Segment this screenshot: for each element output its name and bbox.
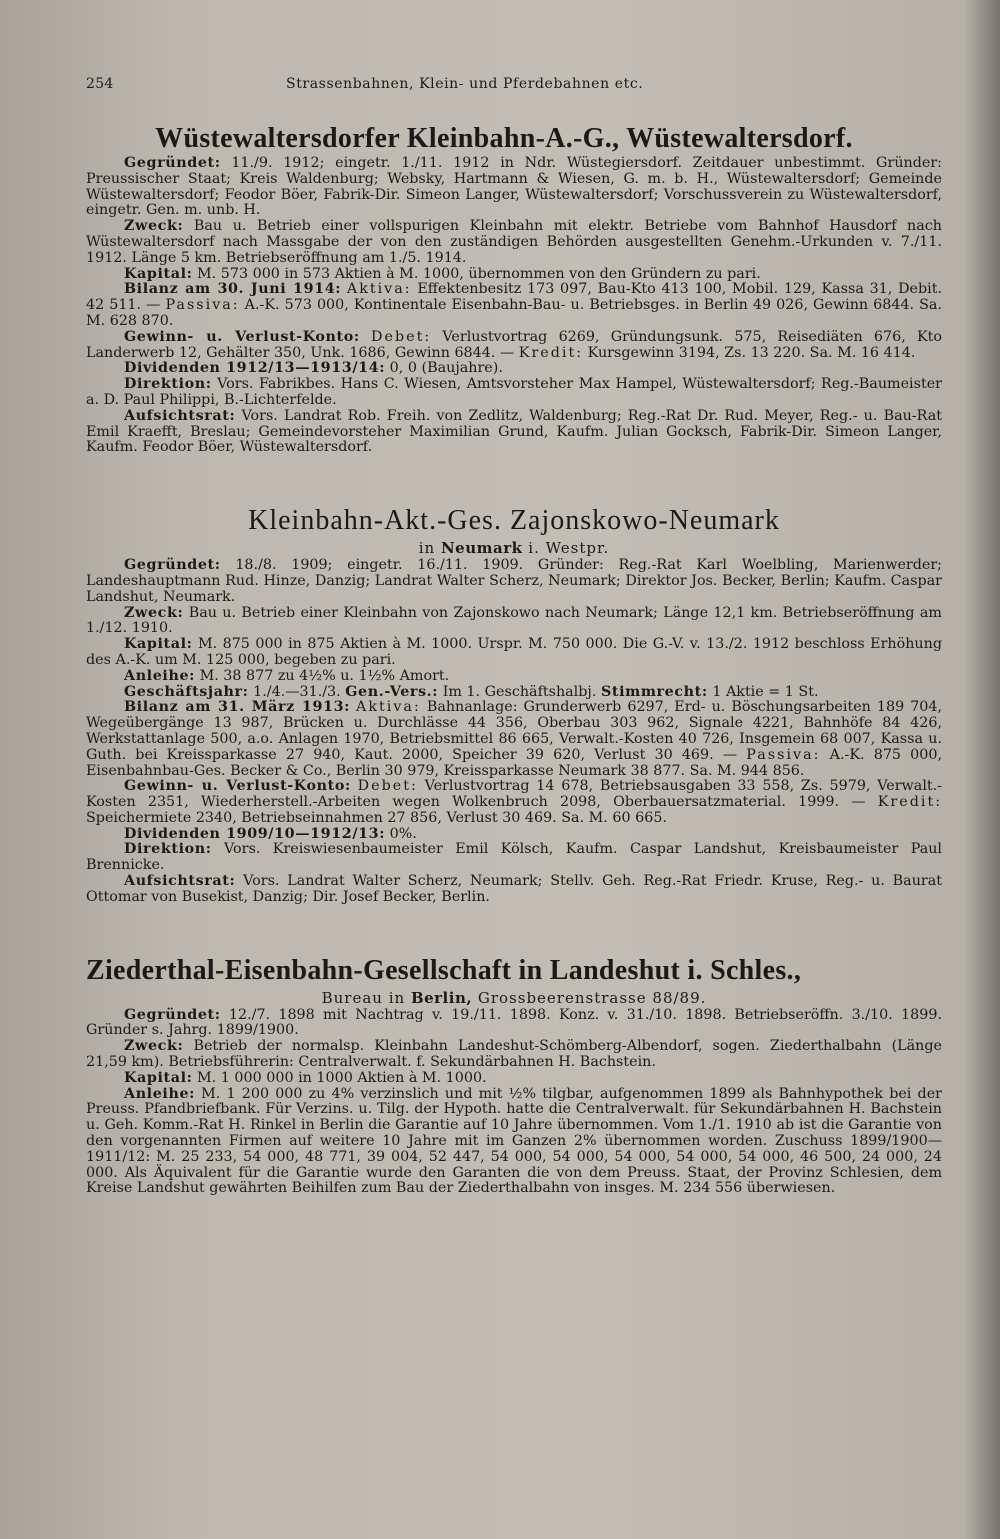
section-kapital xyxy=(86,637,942,669)
page-edge-shadow xyxy=(964,0,1000,1539)
debet-text: Verlustvortrag 14 678, Betriebsausgaben 33 558, Zs. 5979, Verwalt.-Kosten 2351, Wiederherstell.-Arbeiten wegen Wolkenbruch 2098, Oberbauersatzmaterial. 1999. — xyxy=(86,778,943,811)
section-direktion xyxy=(86,842,942,874)
page-header xyxy=(86,76,942,92)
section-text: 1./4.—31./3. xyxy=(253,683,341,700)
section-gegruendet xyxy=(86,558,942,605)
section-text: 18./8. 1909; eingetr. 16./11. 1909. Gründer: Reg.-Rat Karl Woelbling, Marienwerder; Landeshauptmann Rud. Hinze, Danzig; Landrat Walter Scherz, Neumark; Direktor Jos. Becker, Berlin; Kaufm. Caspar Landshut, Neumark. xyxy=(86,557,943,605)
section-gegruendet xyxy=(86,156,942,219)
section-text: Vors. Landrat Walter Scherz, Neumark; Stellv. Geh. Reg.-Rat Friedr. Kruse, Reg.- u. Baurat Ottomar von Busekist, Danzig; Dir. Josef Becker, Berlin. xyxy=(86,873,943,905)
section-anleihe xyxy=(86,669,942,685)
section-text: Bau u. Betrieb einer vollspurigen Kleinbahn mit elektr. Betriebe vom Bahnhof Hausdorf nach Wüstewaltersdorf nach Massgabe der von den zuständigen Behörden ausgestellten Genehm.-Urkunden v. 7./11. 1912. Länge 5 km. Betriebseröffnung am 1./5. 1914. xyxy=(86,218,943,266)
section-label: Gewinn- u. Verlust-Konto: xyxy=(124,778,351,795)
section-geschaeftsjahr xyxy=(86,685,942,701)
kredit-text: Speichermiete 2340, Betriebseinnahmen 27 856, Verlust 30 469. Sa. M. 60 665. xyxy=(86,809,667,826)
section-label: Gegründet: xyxy=(124,155,221,171)
section-label: Zweck: xyxy=(124,604,184,621)
subline-prefix: Bureau in xyxy=(321,988,406,1007)
subline-place: Berlin, xyxy=(410,988,473,1007)
section-label: Bilanz am 30. Juni 1914: xyxy=(124,281,342,298)
section-label: Dividenden 1912/13—1913/14: xyxy=(124,360,386,377)
kredit-text: Kursgewinn 3194, Zs. 13 220. Sa. M. 16 414. xyxy=(587,344,916,361)
section-text: M. 573 000 in 573 Aktien à M. 1000, übernommen von den Gründern zu pari. xyxy=(197,265,761,282)
entry-subline xyxy=(86,988,942,1008)
section-text: 0%. xyxy=(389,825,417,842)
section-text: 12./7. 1898 mit Nachtrag v. 19./11. 1898. Konz. v. 31./10. 1898. Betriebseröffn. 3./10. 1899. Gründer s. Jahrg. 1899/1900. xyxy=(86,1006,942,1039)
section-gewinn xyxy=(86,330,942,362)
section-direktion xyxy=(86,377,942,409)
debet-label: Debet: xyxy=(371,328,432,345)
entry-wuestewaltersdorf xyxy=(86,122,942,456)
section-text: M. 875 000 in 875 Aktien à M. 1000. Urspr. M. 750 000. Die G.-V. v. 13./2. 1912 beschloss Erhöhung des A.-K. um M. 125 000, begeben zu pari. xyxy=(86,636,942,668)
section-dividenden xyxy=(86,827,942,843)
section-dividenden xyxy=(86,361,942,377)
section-zweck xyxy=(86,606,942,638)
section-kapital xyxy=(86,267,942,283)
aktiva-label: Aktiva: xyxy=(356,699,421,716)
section-label: Direktion: xyxy=(124,376,212,393)
entry-title: Wüstewaltersdorfer Kleinbahn-A.-G., Wüstewaltersdorf. xyxy=(155,123,853,154)
section-label: Dividenden 1909/10—1912/13: xyxy=(124,825,386,842)
section-label: Zweck: xyxy=(124,218,184,235)
section-gewinn xyxy=(86,779,942,826)
section-label: Gegründet: xyxy=(124,1006,221,1023)
section-label: Direktion: xyxy=(124,841,212,858)
subline-place: Neumark xyxy=(440,539,523,558)
stimmrecht-text: 1 Aktie = 1 St. xyxy=(712,683,819,700)
section-label: Kapital: xyxy=(124,636,193,653)
passiva-label: Passiva: xyxy=(165,297,240,314)
aktiva-text: Bahnanlage: Grunderwerb 6297, Erd- u. Böschungsarbeiten 189 704, Wegeübergänge 13 987, Brücken u. Durchlässe 44 356, Oberbau 303 962, Signale 4221, Bahnhöfe 84 426, Werkstattanlage 500, a.o. Anlagen 1970, Betriebsmittel 86 665, Verwalt.-Kosten 40 726, Insgemein 68 007, Kassa u. Guth. bei Kreissparkasse 27 940, Kaut. 2000, Speicher 39 620, Verlust 30 469. — xyxy=(86,699,943,763)
section-text: M. 1 200 000 zu 4% verzinslich und mit ½% tilgbar, aufgenommen 1899 als Bahnhypothek bei der Preuss. Pfandbriefbank. Für Verzins. u. Tilg. der Hypoth. hatte die Centralverwalt. für Sekundärbahnen H. Bachstein u. Geh. Komm.-Rat H. Rinkel in Berlin die Garantie auf 10 Jahre übernommen. Vom 1./1. 1910 ab ist die Garantie von den vorgenannten Firmen auf weitere 10 Jahre mit im Ganzen 2% übernommen worden. Zuschuss 1899/1900—1911/12: M. 25 233, 54 000, 48 771, 39 004, 52 447, 54 000, 54 000, 54 000, 54 000, 54 000, 46 500, 24 000, 24 000. Als Äquivalent für die Garantie wurde den Garanten die von dem Preuss. Staat, der Provinz Schlesien, dem Kreise Landshut gewährten Beihilfen zum Bau der Ziederthalbahn von insges. M. 234 556 überwiesen. xyxy=(86,1085,942,1197)
passiva-text: A.-K. 875 000, Eisenbahnbau-Ges. Becker & Co., Berlin 30 979, Kreissparkasse Neumark 38 877. Sa. M. 944 856. xyxy=(86,746,943,779)
kredit-label: Kredit: xyxy=(877,794,943,811)
section-text: 0, 0 (Baujahre). xyxy=(389,360,503,377)
entry-zajonskowo-neumark xyxy=(86,504,942,906)
section-text: M. 38 877 zu 4½% u. 1½% Amort. xyxy=(199,667,450,684)
section-anleihe xyxy=(86,1087,942,1198)
genvers-label: Gen.-Vers.: xyxy=(345,683,439,700)
passiva-text: A.-K. 573 000, Kontinentale Eisenbahn-Bau- u. Betriebsges. in Berlin 49 026, Gewinn 6844. Sa. M. 628 870. xyxy=(86,297,943,329)
section-text: Bau u. Betrieb einer Kleinbahn von Zajonskowo nach Neumark; Länge 12,1 km. Betriebseröffnung am 1./12. 1910. xyxy=(86,604,942,637)
aktiva-text: Effektenbesitz 173 097, Bau-Kto 413 100, Mobil. 129, Kassa 31, Debit. 42 511. — xyxy=(86,281,943,314)
section-text: Betrieb der normalsp. Kleinbahn Landeshut-Schömberg-Albendorf, sogen. Ziederthalbahn (Länge 21,59 km). Betriebsführerin: Centralverwalt. f. Sekundärbahnen H. Bachstein. xyxy=(86,1038,942,1071)
section-label: Zweck: xyxy=(124,1038,184,1055)
section-text: Vors. Kreiswiesenbaumeister Emil Kölsch, Kaufm. Caspar Landshut, Kreisbaumeister Paul Brennicke. xyxy=(86,841,942,874)
section-label: Anleihe: xyxy=(124,667,196,684)
section-label: Bilanz am 31. März 1913: xyxy=(124,699,351,716)
subline-prefix: in xyxy=(418,539,436,558)
genvers-text: Im 1. Geschäftshalbj. xyxy=(442,683,597,700)
section-label: Geschäftsjahr: xyxy=(124,683,249,700)
kredit-label: Kredit: xyxy=(518,344,584,361)
debet-label: Debet: xyxy=(357,778,418,795)
section-bilanz xyxy=(86,282,942,329)
entry-title: Kleinbahn-Akt.-Ges. Zajonskowo-Neumark xyxy=(248,505,780,537)
entry-ziederthal xyxy=(86,954,942,1198)
section-text: M. 1 000 000 in 1000 Aktien à M. 1000. xyxy=(197,1069,487,1086)
section-bilanz xyxy=(86,700,942,779)
passiva-label: Passiva: xyxy=(746,746,821,763)
stimmrecht-label: Stimmrecht: xyxy=(600,683,708,700)
section-aufsichtsrat xyxy=(86,409,942,456)
subline-suffix: Grossbeerenstrasse 88/89. xyxy=(477,988,707,1007)
section-text: Vors. Fabrikbes. Hans C. Wiesen, Amtsvorsteher Max Hampel, Wüstewaltersdorf; Reg.-Baumeister a. D. Paul Philippi, B.-Lichterfelde. xyxy=(86,376,943,408)
entry-title: Ziederthal-Eisenbahn-Gesellschaft in Landeshut i. Schles., xyxy=(86,954,802,986)
section-gegruendet xyxy=(86,1008,942,1040)
section-aufsichtsrat xyxy=(86,874,942,906)
section-text: 11./9. 1912; eingetr. 1./11. 1912 in Ndr. Wüstegiersdorf. Zeitdauer unbestimmt. Gründer: Preussischer Staat; Kreis Waldenburg; Websky, Hartmann & Wiesen, G. m. b. H., Wüstewaltersdorf; Gemeinde Wüstewaltersdorf; Feodor Böer, Fabrik-Dir. Simeon Langer, Wüstewaltersdorf; Vorschussverein zu Wüstewaltersdorf, eingetr. Gen. m. unb. H. xyxy=(86,155,942,219)
running-title: Strassenbahnen, Klein- und Pferdebahnen etc. xyxy=(286,76,644,92)
section-label: Gegründet: xyxy=(124,557,221,574)
aktiva-label: Aktiva: xyxy=(346,281,412,298)
section-text: Vors. Landrat Rob. Freih. von Zedlitz, Waldenburg; Reg.-Rat Dr. Rud. Meyer, Reg.- u. Bau-Rat Emil Kraefft, Breslau; Gemeindevorsteher Maximilian Grund, Kaufm. Julian Gocksch, Fabrik-Dir. Simeon Langer, Kaufm. Feodor Böer, Wüstewaltersdorf. xyxy=(86,407,942,456)
section-label: Kapital: xyxy=(124,265,193,282)
page-number: 254 xyxy=(86,76,114,92)
section-label: Gewinn- u. Verlust-Konto: xyxy=(124,328,360,345)
section-label: Kapital: xyxy=(124,1069,193,1086)
section-kapital xyxy=(86,1071,942,1087)
entry-subline xyxy=(86,538,942,558)
section-zweck xyxy=(86,1039,942,1071)
section-label: Aufsichtsrat: xyxy=(124,873,236,890)
section-zweck xyxy=(86,219,942,266)
debet-text: Verlustvortrag 6269, Gründungsunk. 575, Reisediäten 676, Kto Landerwerb 12, Gehälter 350, Unk. 1686, Gewinn 6844. — xyxy=(86,328,943,361)
subline-suffix: i. Westpr. xyxy=(528,539,610,558)
section-label: Aufsichtsrat: xyxy=(124,407,236,424)
section-label: Anleihe: xyxy=(124,1085,196,1102)
